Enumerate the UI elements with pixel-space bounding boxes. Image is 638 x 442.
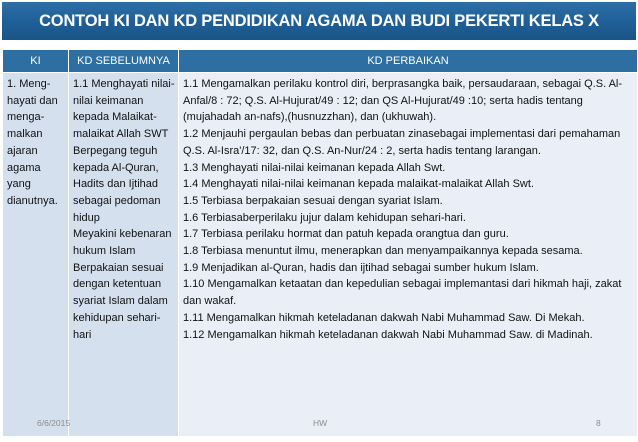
header-kd-sebelumnya: KD SEBELUMNYA [69,50,179,73]
header-ki: KI [3,50,69,73]
ki-cell [3,73,69,437]
slide-title: CONTOH KI DAN KD PENDIDIKAN AGAMA DAN BUDI PEKERTI KELAS X [39,11,599,30]
kd-perbaikan-item: 1.12 Mengamalkan hikmah keteladanan dakwah Nabi Muhammad Saw. di Madinah. [183,328,593,341]
kd-perbaikan-item: 1.9 Menjadikan al-Quran, hadis dan ijtihad sebagai sumber hukum Islam. [183,261,539,274]
kd-perbaikan-item: 1.7 Terbiasa perilaku hormat dan patuh kepada orangtua dan guru. [183,228,509,241]
kd-perbaikan-item: 1.6 Terbiasaberperilaku jujur dalam kehidupan sehari-hari. [183,211,466,224]
table-header-row [3,50,638,73]
kd-perbaikan-item: 1.10 Mengamalkan ketaatan dan kepedulian sebagai implemantasi dari hikmah haji, zakat dan wakaf. [183,278,622,308]
kd-perbaikan-item: 1.2 Menjauhi pergaulan bebas dan perbuatan zinasebagai implementasi dari pemahaman Q.S. Al-Isra'/17: 32, dan Q.S. An-Nur/24 : 2, serta hadis tentang larangan. [183,128,621,157]
kd-sebelumnya-item: 1.1 Menghayati nilai-nilai keimanan kepada Malaikat-malaikat Allah SWT [73,78,175,141]
table-row [3,73,638,437]
header-kd-perbaikan: KD PERBAIKAN [179,50,638,73]
kd-sebelumnya-cell [69,73,179,437]
kd-sebelumnya-item: Meyakini kebenaran hukum Islam [73,228,172,258]
footer-author: HW [313,418,328,428]
ki-text: 1. Meng-hayati dan menga-malkan ajaran agama yang dianutnya. [7,78,58,207]
kd-sebelumnya-item: Berpegang teguh kepada Al-Quran, Hadits dan Ijtihad sebagai pedoman hidup [73,144,161,224]
kd-perbaikan-item: 1.3 Menghayati nilai-nilai keimanan kepada Allah Swt. [183,161,446,174]
kd-perbaikan-item: 1.4 Menghayati nilai-nilai keimanan kepada malaikat-malaikat Allah Swt. [183,178,534,191]
kd-perbaikan-item: 1.8 Terbiasa menuntut ilmu, menerapkan dan menyampaikannya kepada sesama. [183,245,583,258]
ki-kd-table [2,49,638,437]
kd-perbaikan-cell [179,73,638,437]
footer-date: 6/6/2015 [37,418,71,428]
footer-page-number: 8 [596,418,601,428]
kd-perbaikan-item: 1.1 Mengamalkan perilaku kontrol diri, berprasangka baik, persaudaraan, sebagai Q.S. Al-Anfal/8 : 72; Q.S. Al-Hujurat/49 : 12; dan QS Al-Hujurat/49 :10; serta hadis tentang (mujahadah an-nafs),(husnuzzhan), dan (ukhuwah). [183,78,623,124]
kd-perbaikan-item: 1.11 Mengamalkan hikmah keteladanan dakwah Nabi Muhammad Saw. Di Mekah. [183,311,585,324]
slide-title-bar [2,2,636,40]
kd-perbaikan-item: 1.5 Terbiasa berpakaian sesuai dengan syariat Islam. [183,194,443,207]
kd-sebelumnya-item: Berpakaian sesuai dengan ketentuan syariat Islam dalam kehidupan sehari-hari [73,261,168,341]
